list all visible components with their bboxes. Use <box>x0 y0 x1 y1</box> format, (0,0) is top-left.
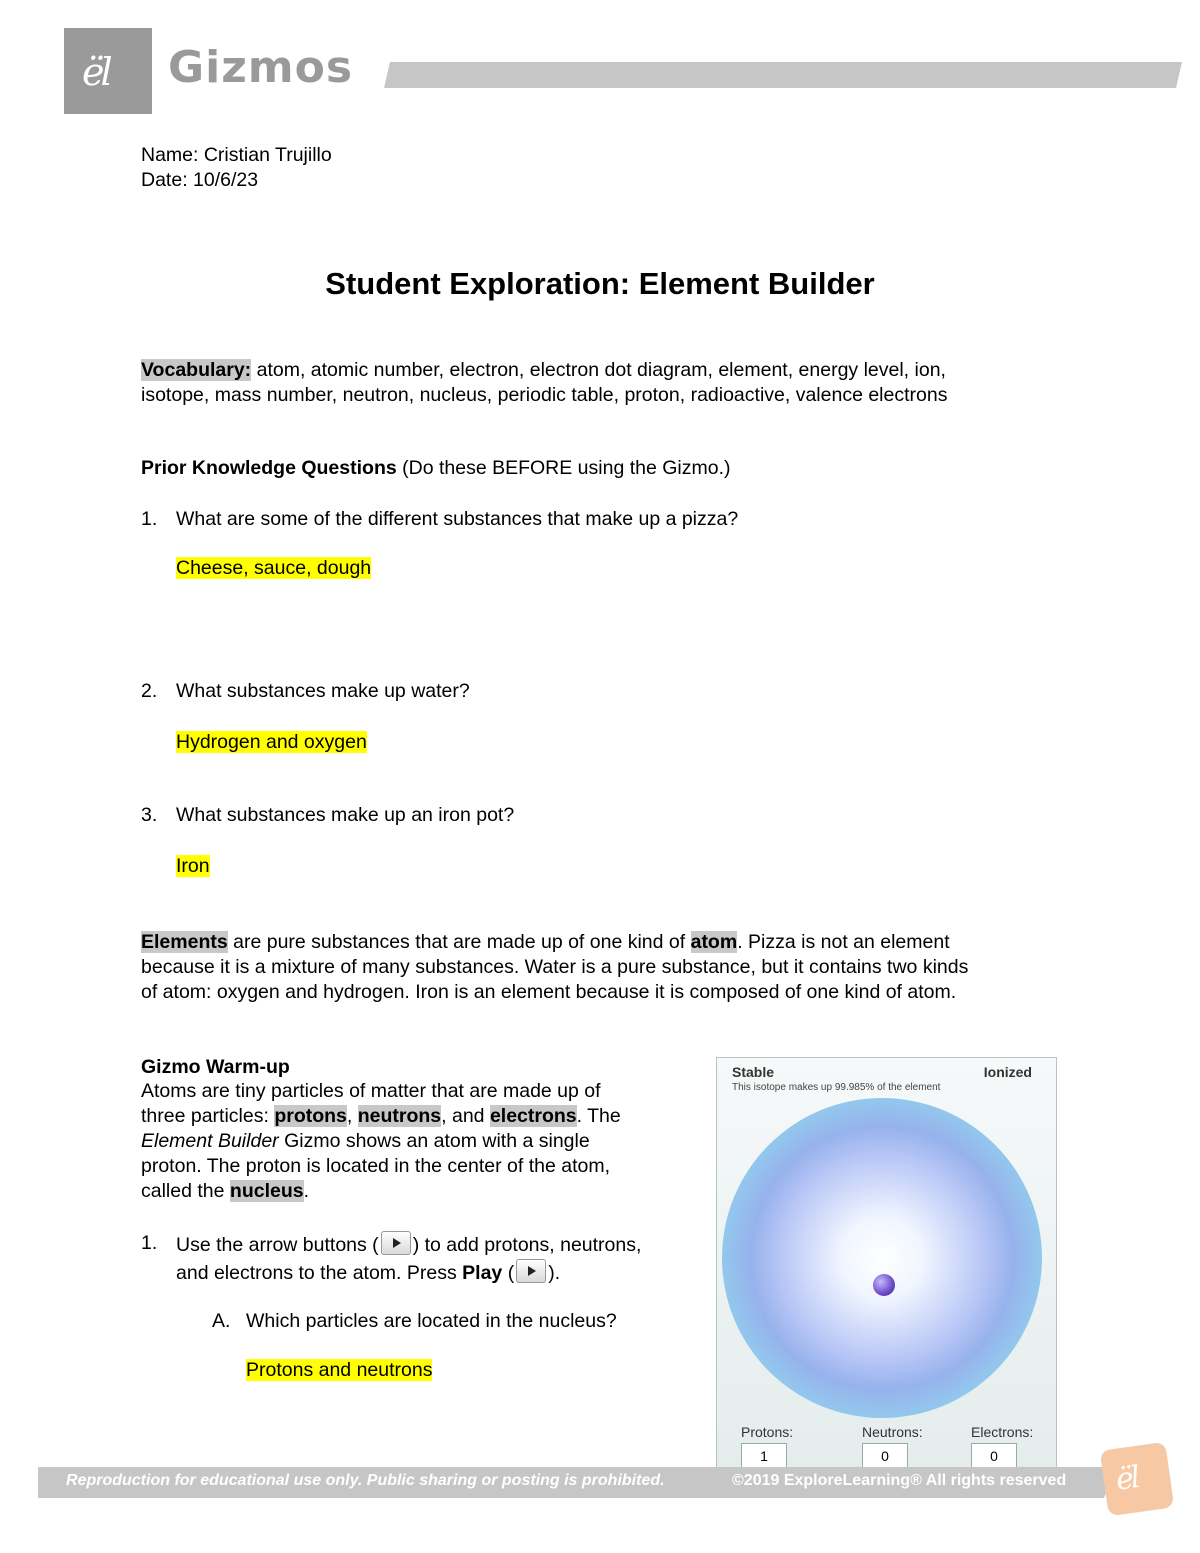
warmup-q1-line-2 <box>176 1259 560 1286</box>
q1-text-c: and electrons to the atom. Press <box>176 1262 463 1284</box>
answer-2[interactable] <box>176 730 367 755</box>
answer-2-text: Hydrogen and oxygen <box>176 731 367 753</box>
question-1-text: What are some of the different substances that make up a pizza? <box>176 508 739 530</box>
electrons-count: 0 <box>971 1443 1017 1469</box>
term-atom: atom <box>690 931 738 953</box>
brand-name: Gizmos <box>168 42 354 93</box>
warmup-qa-answer[interactable] <box>246 1358 432 1383</box>
explorelearning-logo <box>64 28 152 114</box>
vocabulary-label: Vocabulary: <box>141 359 252 381</box>
q1-text-d: ( <box>502 1262 515 1284</box>
prior-note: (Do these BEFORE using the Gizmo.) <box>396 457 731 479</box>
protons-count: 1 <box>741 1443 787 1469</box>
play-button-icon <box>516 1259 546 1283</box>
term-nucleus: nucleus <box>229 1180 304 1202</box>
q1-text-b: ) to add protons, neutrons, <box>412 1234 642 1256</box>
warmup-line-5 <box>141 1179 309 1204</box>
warmup-period: . <box>303 1180 310 1202</box>
question-3-text: What substances make up an iron pot? <box>176 804 515 826</box>
question-2-text: What substances make up water? <box>176 680 470 702</box>
answer-3-text: Iron <box>176 855 210 877</box>
term-electrons: electrons <box>489 1105 577 1127</box>
neutrons-count: 0 <box>862 1443 908 1469</box>
vocabulary-text-1: atom, atomic number, electron, electron dot diagram, element, energy level, ion, <box>251 359 946 381</box>
ionized-label: Ionized <box>983 1064 1032 1080</box>
student-name: Name: Cristian Trujillo <box>141 144 332 166</box>
isotope-note: This isotope makes up 99.985% of the element <box>732 1082 941 1093</box>
warmup-heading: Gizmo Warm-up <box>141 1056 290 1078</box>
elements-line-1 <box>141 930 950 955</box>
warmup-text: three particles: <box>141 1105 275 1127</box>
q1-text-e: ). <box>548 1262 561 1284</box>
page-title: Student Exploration: Element Builder <box>325 266 875 301</box>
electrons-label: Electrons: <box>971 1424 1034 1440</box>
nucleus-proton <box>873 1274 895 1296</box>
term-protons: protons <box>274 1105 347 1127</box>
elements-line-3: of atom: oxygen and hydrogen. Iron is an element because it is composed of one kind of atom. <box>141 981 957 1003</box>
elements-text-1: are pure substances that are made up of one kind of <box>227 931 691 953</box>
arrow-button-icon <box>381 1231 411 1255</box>
header-bar <box>384 62 1182 88</box>
logo-mark: ël <box>82 50 109 94</box>
warmup-qa-answer-text: Protons and neutrons <box>246 1359 433 1381</box>
prior-heading-text: Prior Knowledge Questions <box>141 457 397 479</box>
elements-line-2: because it is a mixture of many substances. Water is a pure substance, but it contains two kinds <box>141 956 969 978</box>
answer-3[interactable] <box>176 854 210 879</box>
vocabulary-line-1 <box>141 358 946 383</box>
elements-text-2: . Pizza is not an element <box>737 931 950 953</box>
question-1-number: 1. <box>141 508 158 530</box>
date: Date: 10/6/23 <box>141 169 259 191</box>
prior-knowledge-heading <box>141 456 731 481</box>
vocabulary-line-2: isotope, mass number, neutron, nucleus, periodic table, proton, radioactive, valence electrons <box>141 384 948 406</box>
atom-electron-cloud <box>722 1098 1042 1418</box>
stable-label: Stable <box>732 1064 775 1080</box>
warmup-line-1: Atoms are tiny particles of matter that are made up of <box>141 1080 601 1102</box>
warmup-text-5: called the <box>141 1180 230 1202</box>
warmup-line-3 <box>141 1129 590 1154</box>
protons-label: Protons: <box>741 1424 794 1440</box>
warmup-line-2 <box>141 1104 621 1129</box>
answer-1-text: Cheese, sauce, dough <box>176 557 372 579</box>
warmup-and: , and <box>441 1105 490 1127</box>
warmup-text-3: Gizmo shows an atom with a single <box>278 1130 590 1152</box>
gizmo-name: Element Builder <box>141 1130 279 1152</box>
warmup-line-4: proton. The proton is located in the center of the atom, <box>141 1155 611 1177</box>
neutrons-label: Neutrons: <box>862 1424 923 1440</box>
question-2-number: 2. <box>141 680 158 702</box>
question-3-number: 3. <box>141 804 158 826</box>
footer-copyright: ©2019 ExploreLearning® All rights reserved <box>732 1472 1067 1489</box>
footer-logo <box>1100 1442 1175 1517</box>
gizmo-screenshot <box>716 1057 1057 1474</box>
play-word: Play <box>462 1262 503 1284</box>
warmup-qa-label: A. <box>212 1310 231 1332</box>
q1-text-a: Use the arrow buttons ( <box>176 1234 379 1256</box>
term-elements: Elements <box>141 931 228 953</box>
answer-1[interactable] <box>176 556 371 581</box>
footer-disclaimer: Reproduction for educational use only. Public sharing or posting is prohibited. <box>66 1472 665 1489</box>
warmup-comma: , <box>346 1105 358 1127</box>
warmup-q1-line-1 <box>176 1231 641 1258</box>
warmup-text-end: . The <box>576 1105 621 1127</box>
warmup-qa-text: Which particles are located in the nucleus? <box>246 1310 617 1332</box>
footer-logo-mark: ël <box>1113 1460 1140 1498</box>
warmup-q1-number: 1. <box>141 1232 158 1254</box>
term-neutrons: neutrons <box>357 1105 442 1127</box>
